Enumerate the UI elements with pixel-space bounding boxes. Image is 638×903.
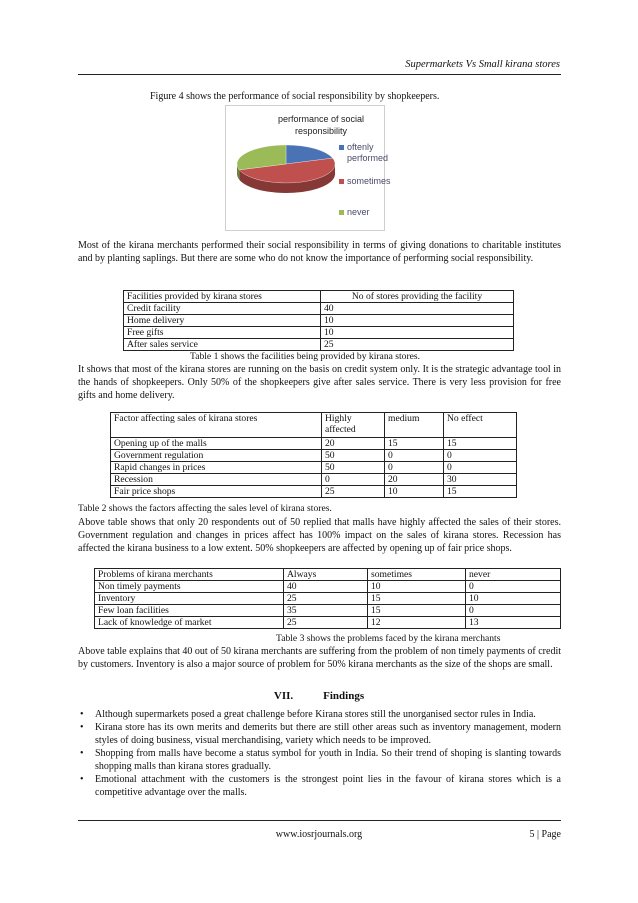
table-row <box>124 315 514 327</box>
findings-list <box>78 708 561 799</box>
table-row <box>111 450 517 462</box>
table-cell: Rapid changes in prices <box>111 462 322 474</box>
table-cell: 50 <box>322 450 385 462</box>
table-cell: 0 <box>466 581 561 593</box>
table-row <box>124 327 514 339</box>
table-cell: 10 <box>321 315 514 327</box>
table-cell: Opening up of the malls <box>111 438 322 450</box>
table-cell: 15 <box>368 605 466 617</box>
table2-caption: Table 2 shows the factors affecting the sales level of kirana stores. <box>78 503 332 514</box>
paragraph-sales-analysis: Above table shows that only 20 respondents out of 50 replied that malls have highly affected the sales of their stores. Government regulation and changes in prices affect has 100% impact on the sales of kirana stores. Recession has affected the kirana business to a low extent. 50% shopkeepers are affected by opening up of fair price shops. <box>78 517 561 554</box>
bullet-icon: • <box>80 709 84 720</box>
table-cell: After sales service <box>124 339 321 351</box>
table-cell: 15 <box>385 438 444 450</box>
table-cell: 10 <box>321 327 514 339</box>
table-cell: 12 <box>368 617 466 629</box>
table-facilities <box>123 290 514 351</box>
table-cell: 10 <box>385 486 444 498</box>
legend-swatch-never <box>339 210 344 215</box>
list-item-text: Shopping from malls have become a status symbol for youth in India. So their trend of shoping is slanting towards shopping malls than kirana stores gradually. <box>95 748 561 772</box>
table-cell: 0 <box>466 605 561 617</box>
table-cell: Recession <box>111 474 322 486</box>
table-cell: 40 <box>321 303 514 315</box>
table-header-cell: Facilities provided by kirana stores <box>124 291 321 303</box>
table-cell: 13 <box>466 617 561 629</box>
legend-swatch-oftenly-performed <box>339 145 344 150</box>
bullet-icon: • <box>80 722 84 733</box>
table-cell: 15 <box>444 486 517 498</box>
legend-label-performed: performed <box>347 153 389 163</box>
table-problems <box>94 568 561 629</box>
table-row <box>111 438 517 450</box>
table-row <box>111 462 517 474</box>
figure-caption: Figure 4 shows the performance of social responsibility by shopkeepers. <box>150 91 440 102</box>
table-header-cell: Always <box>284 569 368 581</box>
table-cell: 40 <box>284 581 368 593</box>
table-header-cell: sometimes <box>368 569 466 581</box>
table-cell: 30 <box>444 474 517 486</box>
legend-swatch-sometimes <box>339 179 344 184</box>
table-sales-factors <box>110 412 517 498</box>
header-rule <box>78 74 561 75</box>
list-item <box>78 773 561 799</box>
table-header-row <box>124 291 514 303</box>
pie-chart <box>225 105 391 231</box>
table-cell: 35 <box>284 605 368 617</box>
table-row <box>111 486 517 498</box>
legend-label-sometimes: sometimes <box>347 176 391 186</box>
table-row <box>95 593 561 605</box>
table-cell: 20 <box>385 474 444 486</box>
table-row <box>95 617 561 629</box>
page-number: 5 | Page <box>529 829 561 840</box>
list-item <box>78 708 561 721</box>
table-header-cell: No effect <box>444 413 517 438</box>
section-title: Findings <box>323 690 365 702</box>
table-cell: 10 <box>466 593 561 605</box>
paragraph-credit-system: It shows that most of the kirana stores are running on the basis on credit system only. It is the strategic advantage tool in the hands of shopkeepers. Only 50% of the shopkeepers give after sales service. There is very less provision for free gifts and home delivery. <box>78 364 561 401</box>
table-cell: Non timely payments <box>95 581 284 593</box>
table-header-cell: never <box>466 569 561 581</box>
table-cell: 50 <box>322 462 385 474</box>
table-cell: Free gifts <box>124 327 321 339</box>
table-cell: 0 <box>385 462 444 474</box>
table-cell: Fair price shops <box>111 486 322 498</box>
section-number: VII. <box>273 690 294 702</box>
table-cell: 25 <box>321 339 514 351</box>
table-row <box>111 474 517 486</box>
footer-url[interactable]: www.iosrjournals.org <box>275 829 363 840</box>
table-cell: Few loan facilities <box>95 605 284 617</box>
table-cell: Government regulation <box>111 450 322 462</box>
table-cell: 0 <box>444 462 517 474</box>
table-cell: Lack of knowledge of market <box>95 617 284 629</box>
chart-title-line-1: performance of social <box>277 114 365 124</box>
table-cell: Home delivery <box>124 315 321 327</box>
table-cell: 15 <box>368 593 466 605</box>
table-row <box>95 605 561 617</box>
legend-item-never <box>339 207 384 218</box>
list-item <box>78 747 561 773</box>
running-header: Supermarkets Vs Small kirana stores <box>405 59 560 70</box>
list-item <box>78 721 561 747</box>
table-cell: 25 <box>284 593 368 605</box>
table-cell: 25 <box>322 486 385 498</box>
table-header-row <box>95 569 561 581</box>
table-header-cell: medium <box>385 413 444 438</box>
table-header-cell: Highly affected <box>322 413 385 438</box>
table-cell: 0 <box>444 450 517 462</box>
table-cell: 0 <box>385 450 444 462</box>
table-header-cell: Factor affecting sales of kirana stores <box>111 413 322 438</box>
table-cell: 0 <box>322 474 385 486</box>
table-cell: 10 <box>368 581 466 593</box>
table-cell: Inventory <box>95 593 284 605</box>
list-item-text: Kirana store has its own merits and demerits but there are still other areas such as inventory management, modern styles of doing business, visual merchandising, variety which needs to be improved. <box>95 722 561 746</box>
section-heading <box>0 690 638 702</box>
table-cell: Credit facility <box>124 303 321 315</box>
table1-caption: Table 1 shows the facilities being provided by kirana stores. <box>190 351 421 362</box>
legend-item-sometimes <box>339 176 391 187</box>
table-row <box>95 581 561 593</box>
list-item-text: Although supermarkets posed a great challenge before Kirana stores still the unorganised sector rules in India. <box>95 709 536 720</box>
legend-label-oftenly: oftenly <box>347 142 374 152</box>
table-cell: 15 <box>444 438 517 450</box>
table-row <box>124 303 514 315</box>
footer-rule <box>78 820 561 821</box>
paragraph-social-responsibility: Most of the kirana merchants performed their social responsibility in terms of giving donations to charitable institutes and by planting saplings. But there are some who do not know the importance of performing social responsibility. <box>78 240 561 264</box>
list-item-text: Emotional attachment with the customers is the strongest point lies in the favour of kirana stores which is a competitive advantage over the malls. <box>95 774 561 798</box>
paragraph-problems-analysis: Above table explains that 40 out of 50 kirana merchants are suffering from the problem of non timely payments of credit by customers. Inventory is also a major source of problem for 50% kirana merchants as the size of the shops are small. <box>78 646 562 670</box>
bullet-icon: • <box>80 774 84 785</box>
table3-caption: Table 3 shows the problems faced by the kirana merchants <box>276 633 501 644</box>
table-cell: 20 <box>322 438 385 450</box>
table-header-row <box>111 413 517 438</box>
table-header-cell: No of stores providing the facility <box>321 291 514 303</box>
chart-title-line-2: responsibility <box>294 126 348 136</box>
table-header-cell: Problems of kirana merchants <box>95 569 284 581</box>
bullet-icon: • <box>80 748 84 759</box>
table-row <box>124 339 514 351</box>
legend-label-never: never <box>347 207 370 217</box>
legend-item-oftenly-performed <box>339 142 389 164</box>
table-cell: 25 <box>284 617 368 629</box>
